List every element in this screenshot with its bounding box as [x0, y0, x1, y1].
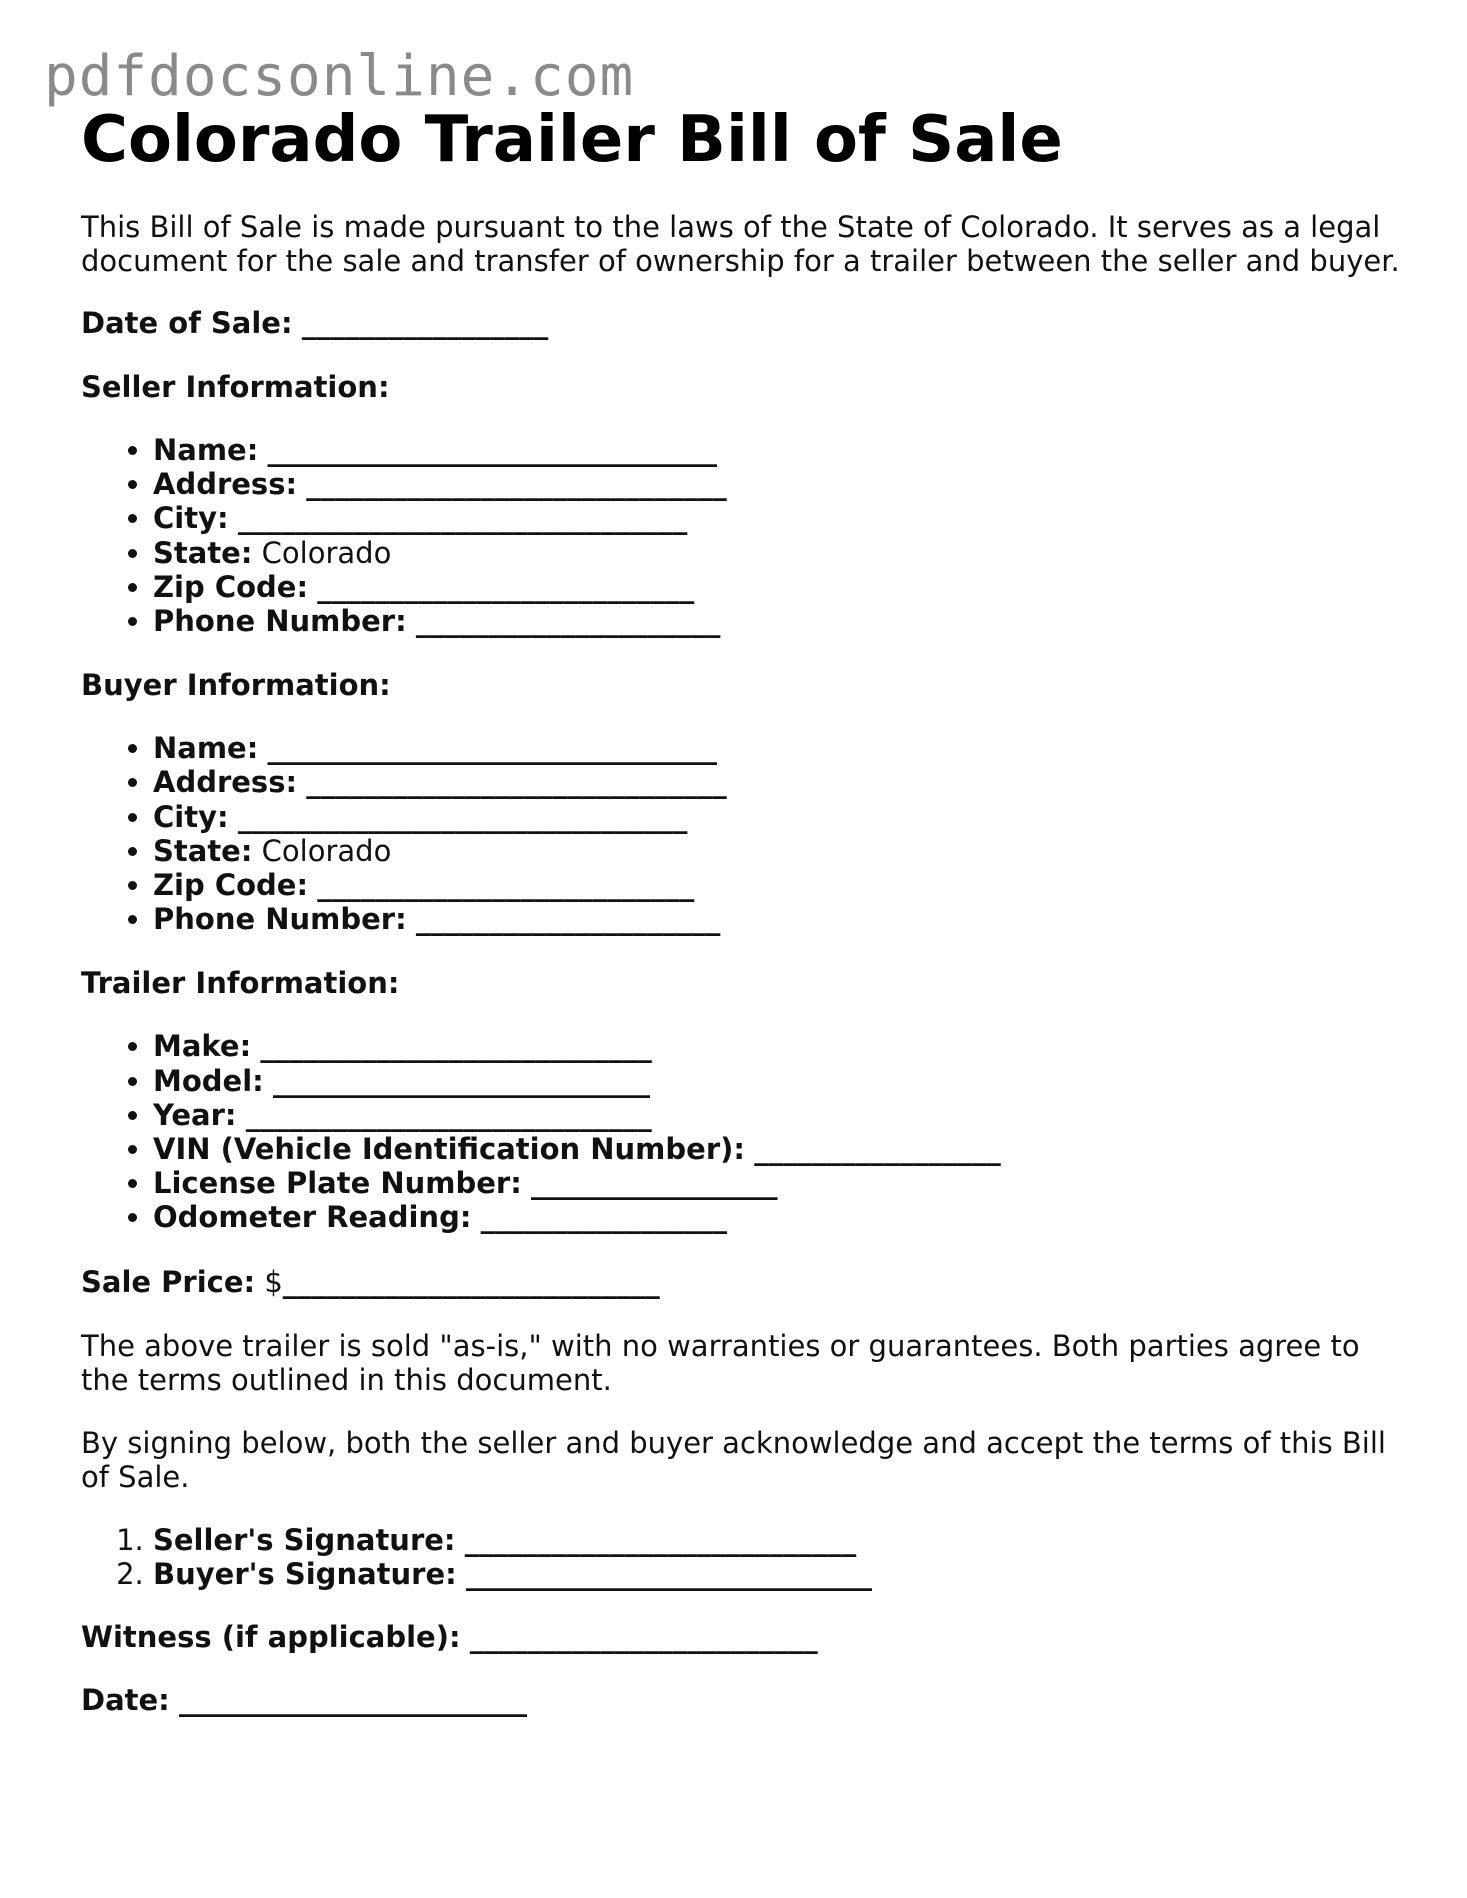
buyer-state-label: State:: [153, 833, 253, 868]
buyer-city-item: [153, 800, 1401, 834]
trailer-vin-item: [153, 1132, 1401, 1166]
trailer-make-blank[interactable]: ___________________________: [260, 1029, 652, 1064]
page-title: Colorado Trailer Bill of Sale: [81, 103, 1063, 177]
buyer-zip-item: [153, 868, 1401, 902]
buyer-list: [81, 731, 1401, 936]
seller-zip-item: [153, 570, 1401, 604]
trailer-odometer-blank[interactable]: _________________: [480, 1200, 728, 1235]
trailer-heading: Trailer Information:: [81, 966, 400, 1001]
seller-address-item: [153, 467, 1401, 501]
buyer-phone-label: Phone Number:: [153, 902, 407, 937]
buyer-address-blank[interactable]: _____________________________: [306, 765, 727, 800]
seller-signature-blank[interactable]: ___________________________: [464, 1522, 857, 1557]
trailer-year-label: Year:: [153, 1097, 237, 1132]
seller-state-value: Colorado: [261, 535, 392, 570]
trailer-plate-item: [153, 1166, 1401, 1200]
seller-signature-item: [153, 1523, 1401, 1557]
trailer-year-item: [153, 1098, 1401, 1132]
watermark: pdfdocsonline.com: [44, 44, 635, 109]
buyer-zip-label: Zip Code:: [153, 868, 309, 903]
buyer-city-blank[interactable]: _______________________________: [237, 799, 688, 834]
currency-symbol: $: [264, 1264, 283, 1299]
signature-list: [81, 1523, 1401, 1591]
seller-list: [81, 433, 1401, 638]
seller-zip-label: Zip Code:: [153, 569, 309, 604]
seller-city-blank[interactable]: _______________________________: [237, 501, 688, 536]
seller-city-item: [153, 501, 1401, 535]
witness-field: [81, 1620, 1401, 1654]
document: [81, 102, 1401, 1717]
date-of-sale-blank[interactable]: _________________: [301, 306, 549, 340]
buyer-name-label: Name:: [153, 731, 259, 766]
buyer-city-label: City:: [153, 799, 229, 834]
trailer-vin-label: VIN (Vehicle Identification Number):: [153, 1132, 745, 1167]
date-of-sale-field: [81, 306, 1401, 340]
sale-price-field: [81, 1265, 1401, 1299]
trailer-list: [81, 1029, 1401, 1234]
intro-paragraph: This Bill of Sale is made pursuant to the laws of the State of Colorado. It serves as a legal document for the sale and transfer of ownership for a trailer between the seller and buyer.: [81, 210, 1400, 278]
seller-zip-blank[interactable]: __________________________: [317, 569, 695, 604]
trailer-model-label: Model:: [153, 1063, 264, 1098]
buyer-name-blank[interactable]: _______________________________: [267, 731, 718, 766]
seller-heading: Seller Information:: [81, 370, 390, 404]
sale-price-label: Sale Price:: [81, 1264, 256, 1299]
buyer-phone-blank[interactable]: _____________________: [415, 902, 721, 937]
buyer-zip-blank[interactable]: __________________________: [317, 868, 695, 903]
witness-label: Witness (if applicable):: [81, 1620, 461, 1655]
trailer-model-blank[interactable]: __________________________: [272, 1063, 650, 1098]
buyer-state-item: [153, 834, 1401, 868]
trailer-odometer-label: Odometer Reading:: [153, 1200, 472, 1235]
seller-phone-label: Phone Number:: [153, 604, 407, 639]
buyer-signature-item: [153, 1557, 1401, 1591]
trailer-make-item: [153, 1029, 1401, 1063]
trailer-year-blank[interactable]: ____________________________: [245, 1097, 652, 1132]
seller-phone-blank[interactable]: _____________________: [415, 604, 721, 639]
date-of-sale-label: Date of Sale:: [81, 306, 293, 340]
as-is-paragraph: The above trailer is sold "as-is," with no warranties or guarantees. Both parties agree to the terms outlined in this document.: [81, 1328, 1360, 1397]
buyer-phone-item: [153, 902, 1401, 936]
buyer-address-item: [153, 765, 1401, 799]
trailer-odometer-item: [153, 1200, 1401, 1234]
seller-state-label: State:: [153, 535, 253, 570]
seller-name-label: Name:: [153, 433, 259, 467]
buyer-name-item: [153, 731, 1401, 765]
date-blank[interactable]: ________________________: [179, 1683, 527, 1718]
witness-blank[interactable]: ________________________: [469, 1620, 818, 1655]
date-label: Date:: [81, 1683, 170, 1718]
trailer-model-item: [153, 1064, 1401, 1098]
buyer-state-value: Colorado: [261, 833, 392, 868]
seller-address-blank[interactable]: _____________________________: [306, 467, 727, 502]
seller-phone-item: [153, 604, 1401, 638]
seller-city-label: City:: [153, 501, 229, 536]
trailer-make-label: Make:: [153, 1029, 252, 1064]
date-field: [81, 1683, 1401, 1717]
trailer-vin-blank[interactable]: _________________: [754, 1132, 1001, 1167]
buyer-signature-label: Buyer's Signature:: [153, 1556, 457, 1591]
seller-name-blank[interactable]: _______________________________: [267, 433, 718, 467]
seller-address-label: Address:: [153, 467, 298, 502]
trailer-plate-label: License Plate Number:: [153, 1166, 522, 1201]
trailer-plate-blank[interactable]: _________________: [531, 1166, 778, 1201]
acknowledge-paragraph: By signing below, both the seller and buyer acknowledge and accept the terms of this Bill of Sale.: [81, 1425, 1386, 1494]
buyer-signature-blank[interactable]: ____________________________: [465, 1556, 872, 1591]
buyer-heading: Buyer Information:: [81, 668, 391, 703]
sale-price-blank[interactable]: __________________________: [282, 1264, 660, 1299]
seller-signature-label: Seller's Signature:: [153, 1522, 456, 1557]
seller-name-item: [153, 433, 1401, 467]
buyer-address-label: Address:: [153, 765, 298, 800]
seller-state-item: [153, 536, 1401, 570]
